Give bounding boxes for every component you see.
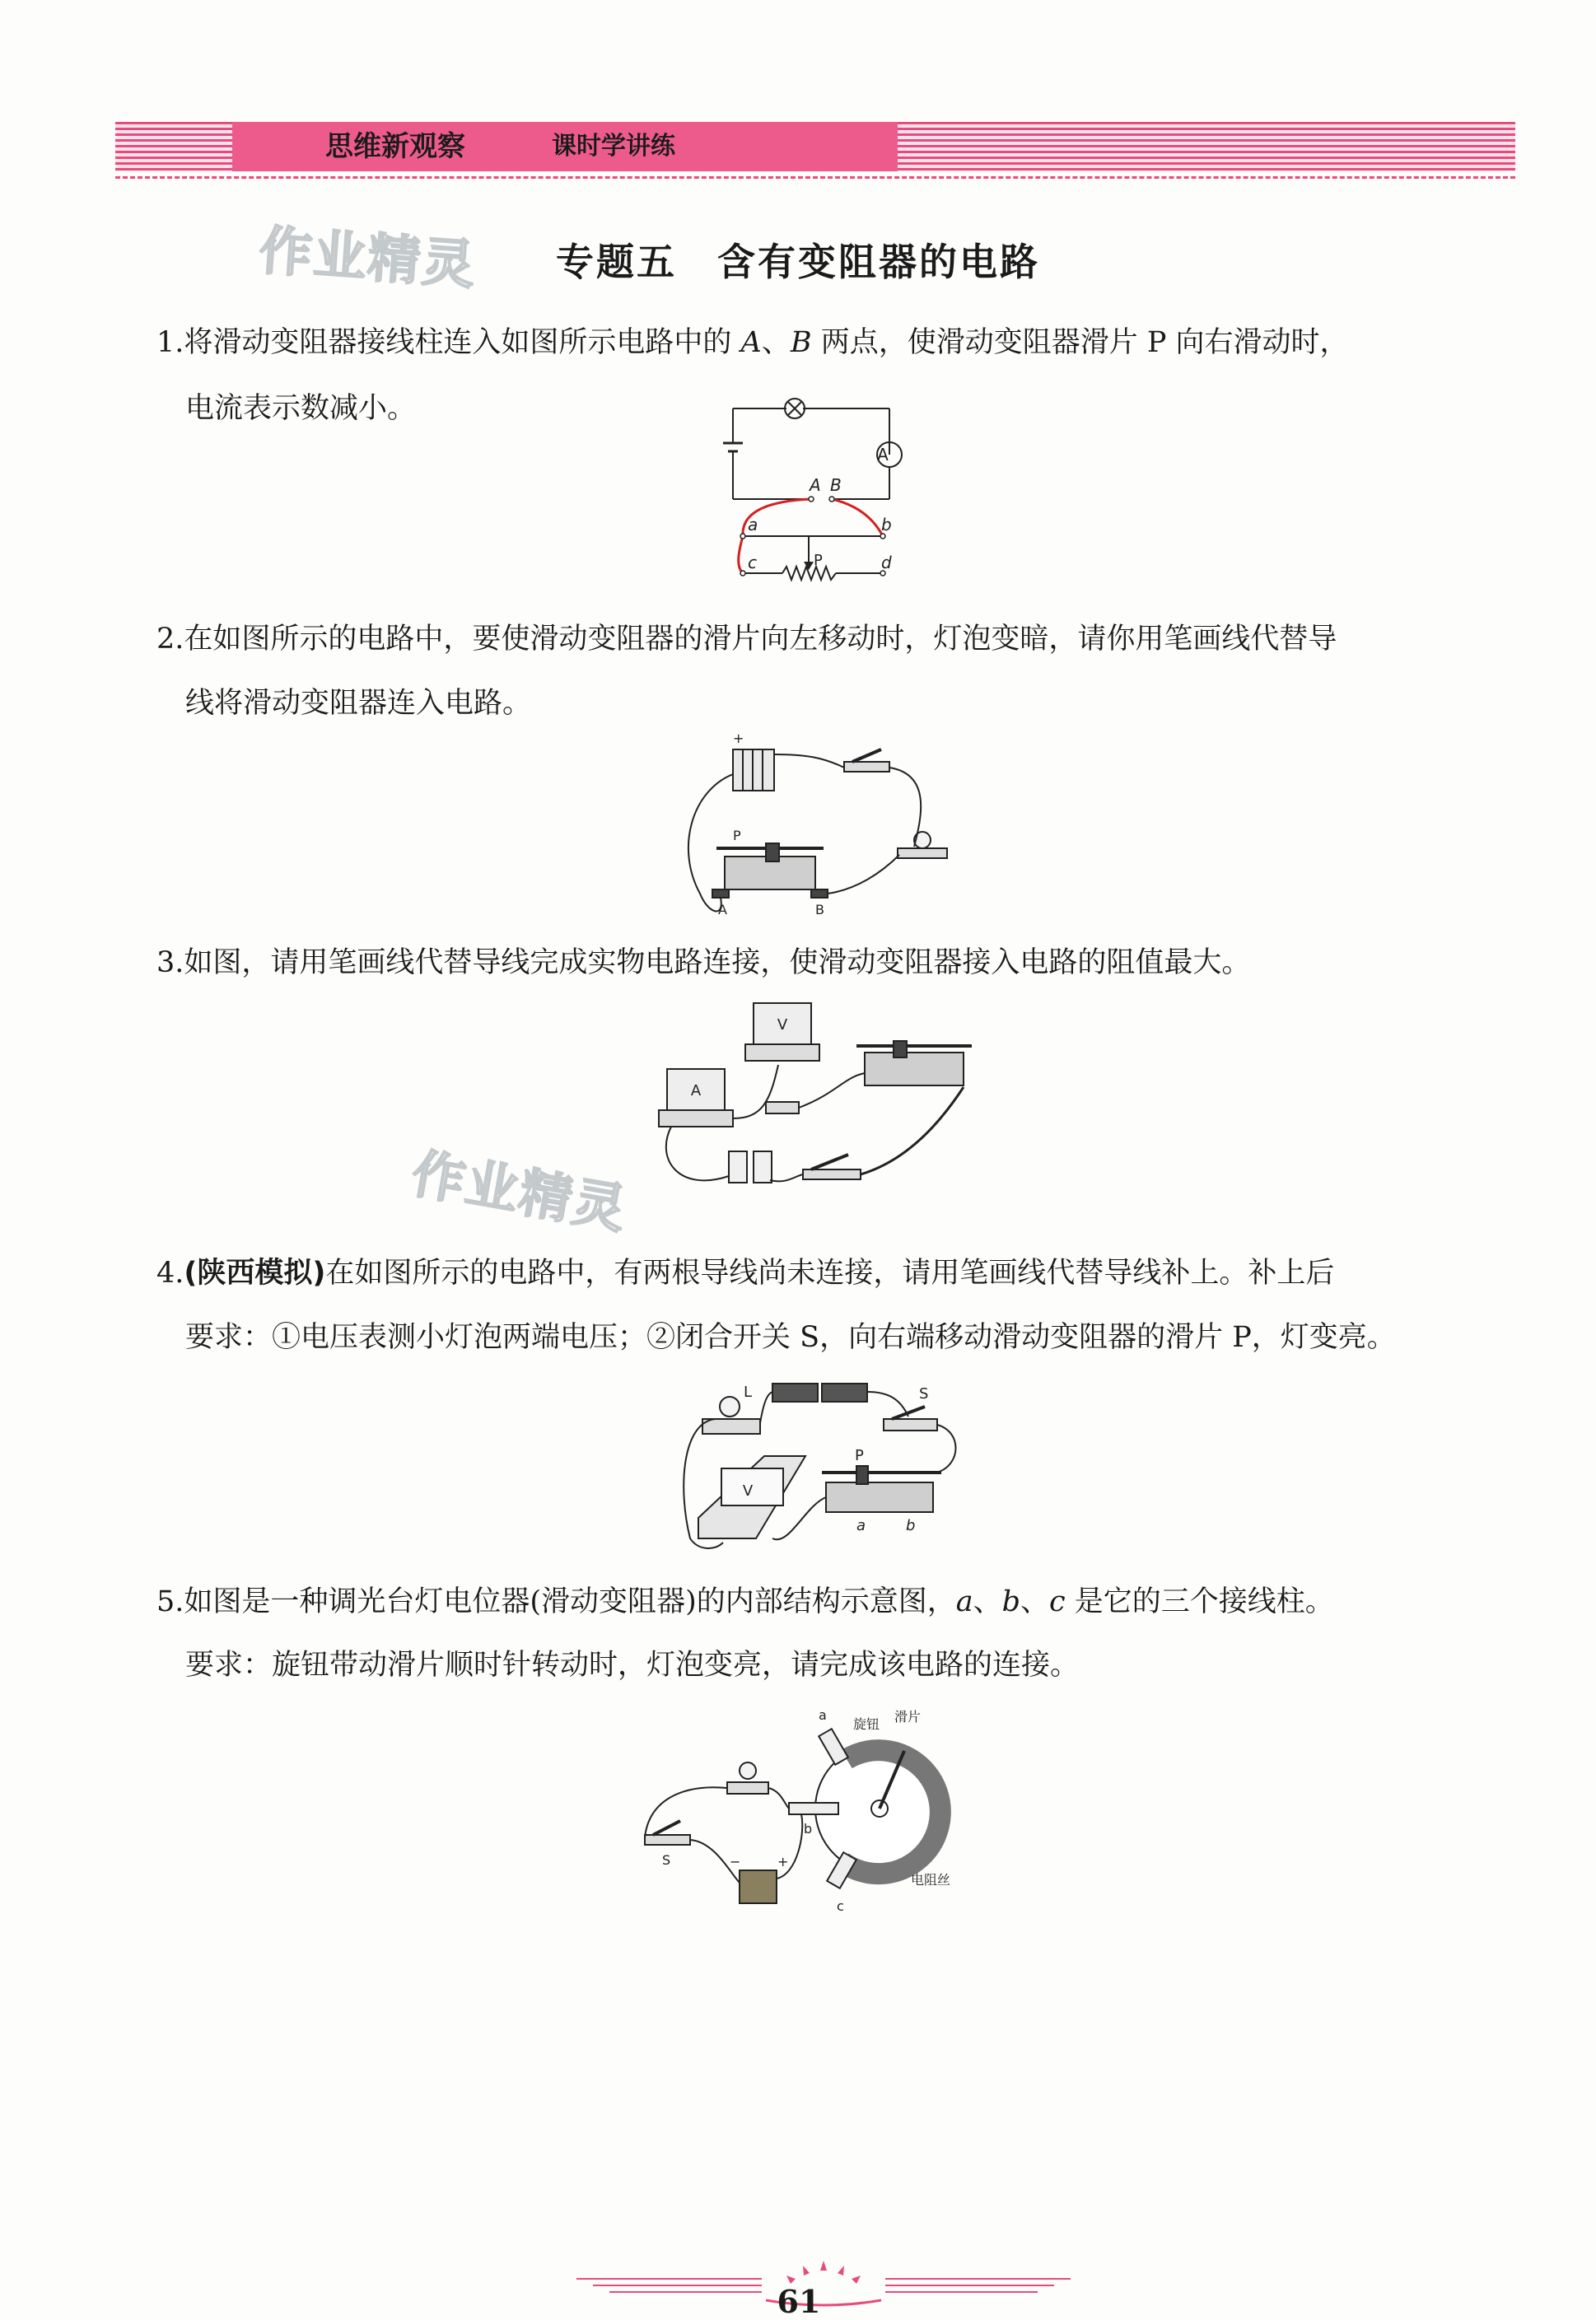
label-terminal-c: c <box>748 553 757 572</box>
question-text: 两点，使滑动变阻器滑片 P 向右滑动时， <box>811 326 1349 359</box>
ammeter-label: A <box>877 445 889 464</box>
question-text: 将滑动变阻器接线柱连入如图所示电路中的 <box>184 326 741 359</box>
slider-label: P <box>814 552 823 569</box>
switch-lever <box>653 1821 680 1835</box>
switch-lever <box>892 1407 925 1419</box>
variable: a <box>955 1585 973 1618</box>
separator: 、 <box>973 1585 1002 1618</box>
header-subbrand: 课时学讲练 <box>552 132 675 161</box>
label-slider: P <box>733 828 741 843</box>
label-end-b: b <box>906 1517 916 1534</box>
terminal-a <box>819 1729 848 1765</box>
question-text: 在如图所示的电路中，有两根导线尚未连接，请用笔画线代替导线补上。补上后 <box>325 1257 1335 1290</box>
question-4-line-2: 要求：①电压表测小灯泡两端电压；②闭合开关 S，向右端移动滑动变阻器的滑片 P，灯变亮。 <box>185 1321 1396 1354</box>
label-point-b: B <box>830 475 842 495</box>
question-text: 如图，请用笔画线代替导线完成实物电路连接，使滑动变阻器接入电路的阻值最大。 <box>184 946 1251 979</box>
switch-base <box>803 1169 861 1179</box>
switch-base <box>645 1835 690 1845</box>
watermark: 作业精灵 <box>407 1143 632 1242</box>
rheostat-slider <box>894 1041 907 1057</box>
header-divider <box>115 176 1515 179</box>
battery-cell <box>729 1151 747 1183</box>
label-wiper: 滑片 <box>894 1709 922 1725</box>
question-1-line-2: 电流表示数减小。 <box>185 392 417 425</box>
label-terminal-a: a <box>748 515 758 534</box>
figure-q3-circuit <box>646 995 1001 1197</box>
label-resistance-wire: 电阻丝 <box>911 1872 951 1888</box>
label-terminal-c: c <box>837 1898 844 1914</box>
separator: 、 <box>761 326 791 359</box>
variable: c <box>1049 1585 1066 1618</box>
watermark: 作业精灵 <box>257 220 478 297</box>
label-terminal-b: b <box>881 515 892 534</box>
question-4-line-1 <box>156 1253 1334 1293</box>
question-number: 1. <box>156 326 184 359</box>
lamp-bulb <box>740 1762 756 1779</box>
rheostat-coil <box>865 1053 964 1085</box>
variable: b <box>1001 1585 1021 1618</box>
label-minus: − <box>730 1854 741 1870</box>
label-terminal-b: b <box>804 1821 813 1837</box>
label-switch: S <box>662 1852 671 1868</box>
page-title: 专题五 含有变阻器的电路 <box>556 240 1040 284</box>
question-5-line-1 <box>156 1582 1334 1622</box>
question-3-line-1 <box>156 943 1250 983</box>
label-terminal-d: d <box>881 553 892 572</box>
label-plus: + <box>777 1854 789 1870</box>
question-number: 4. <box>156 1257 184 1290</box>
label-switch: S <box>919 1385 929 1403</box>
lamp-base <box>727 1782 768 1794</box>
rheostat-coil <box>826 1482 933 1512</box>
ammeter-label: A <box>690 1082 702 1099</box>
voltmeter-label: V <box>742 1482 754 1500</box>
resistor <box>766 1102 799 1113</box>
question-2-line-1 <box>156 619 1337 659</box>
label-lamp: L <box>744 1384 753 1401</box>
lamp-bulb <box>720 1397 740 1417</box>
label-plus: + <box>733 731 744 746</box>
question-number: 2. <box>156 623 184 656</box>
label-knob: 旋钮 <box>853 1716 880 1732</box>
battery-cell <box>822 1384 867 1402</box>
question-5-line-2: 要求：旋钮带动滑片顺时针转动时，灯泡变亮，请完成该电路的连接。 <box>185 1649 1080 1682</box>
switch-base <box>844 762 889 772</box>
page-number: 61 <box>777 2283 821 2320</box>
label-end-b: B <box>815 902 824 917</box>
rheostat-slider <box>856 1466 868 1484</box>
figure-q2-circuit <box>675 725 959 922</box>
figure-q5-circuit <box>632 1701 972 1916</box>
switch-base <box>884 1419 937 1431</box>
voltmeter-label: V <box>777 1016 788 1034</box>
question-source: (陕西模拟) <box>184 1257 326 1290</box>
header-brand: 思维新观察 <box>325 130 465 163</box>
switch-lever <box>811 1155 848 1169</box>
label-end-a: A <box>718 902 727 917</box>
figure-q1-circuit <box>708 377 931 600</box>
battery-pack <box>740 1870 777 1903</box>
question-text: 在如图所示的电路中，要使滑动变阻器的滑片向左移动时，灯泡变暗，请你用笔画线代替导 <box>184 623 1337 656</box>
figure-q4-circuit <box>665 1374 980 1559</box>
rheostat-slider <box>766 843 779 861</box>
label-terminal-a: a <box>819 1707 827 1723</box>
question-text: 如图是一种调光台灯电位器(滑动变阻器)的内部结构示意图， <box>184 1585 956 1618</box>
switch-lever <box>852 749 881 762</box>
battery-cell <box>754 1151 772 1183</box>
label-point-a: A <box>810 475 821 495</box>
variable: B <box>790 326 812 359</box>
label-end-a: a <box>856 1517 866 1534</box>
battery-cell <box>772 1384 818 1402</box>
lamp-holder <box>702 1419 760 1434</box>
question-text: 是它的三个接线柱。 <box>1065 1585 1334 1618</box>
question-2-line-2: 线将滑动变阻器连入电路。 <box>185 687 532 720</box>
question-number: 3. <box>156 946 184 979</box>
question-number: 5. <box>156 1585 184 1618</box>
variable: A <box>740 326 762 359</box>
separator: 、 <box>1020 1585 1050 1618</box>
red-wire-b <box>832 499 883 536</box>
question-1-line-1 <box>156 323 1349 362</box>
terminal-b <box>789 1803 838 1814</box>
label-slider: P <box>855 1447 864 1464</box>
lamp-base <box>898 848 947 858</box>
